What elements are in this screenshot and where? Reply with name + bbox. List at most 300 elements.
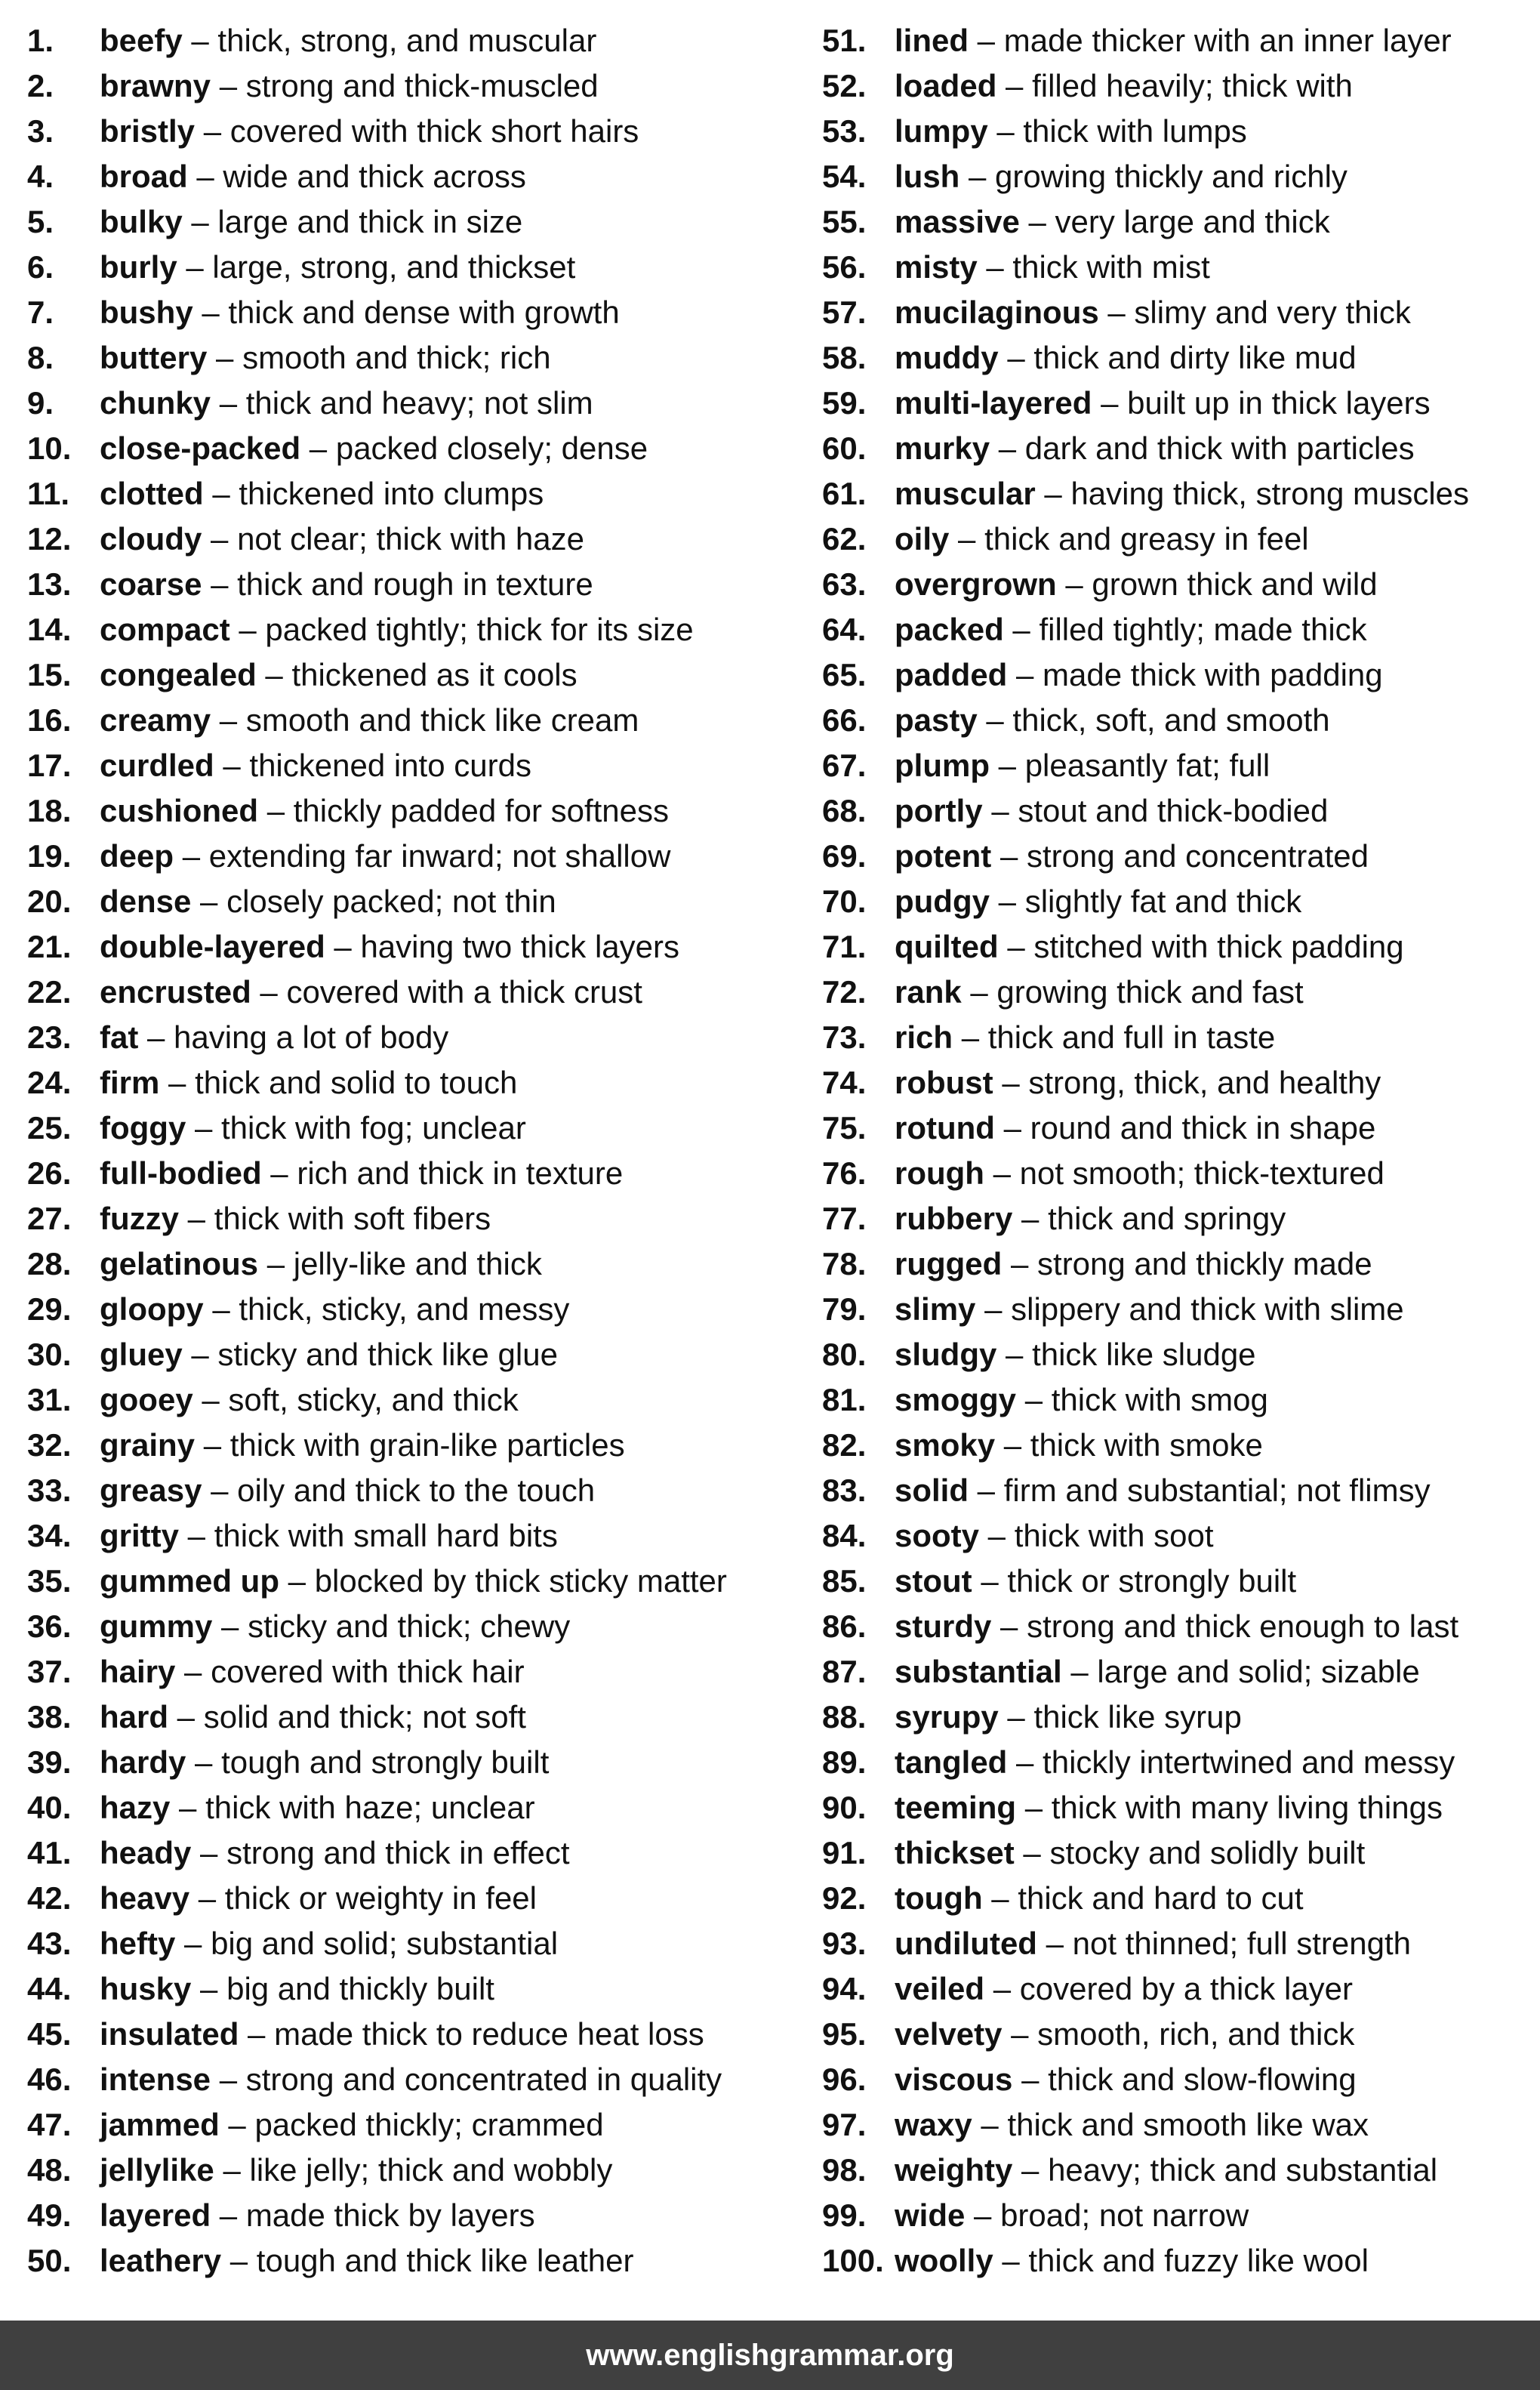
item-word: hefty [100, 1926, 176, 1961]
item-number: 87. [822, 1654, 867, 1689]
item-definition: dark and thick with particles [1024, 430, 1415, 466]
item-separator: – [211, 385, 246, 421]
item-word: sturdy [895, 1608, 992, 1644]
item-separator: – [192, 1382, 229, 1417]
item-text [895, 2102, 1369, 2148]
item-number: 82. [822, 1427, 867, 1463]
item-word: overgrown [895, 566, 1057, 602]
item-separator: – [187, 159, 223, 194]
item-definition: thick and rough in texture [237, 566, 593, 602]
list-item [822, 1196, 1540, 1241]
item-separator: – [977, 702, 1013, 738]
item-separator: – [965, 2197, 1001, 2233]
right-column [822, 18, 1540, 2284]
item-number: 8. [27, 340, 54, 375]
item-word: woolly [895, 2243, 993, 2278]
item-separator: – [251, 974, 287, 1010]
item-number: 35. [27, 1563, 72, 1599]
item-text [895, 1287, 1404, 1332]
item-separator: – [211, 2197, 246, 2233]
list-item [27, 2012, 790, 2057]
item-definition: stout and thick-bodied [1018, 793, 1329, 828]
item-number: 95. [822, 2016, 867, 2052]
item-separator: – [256, 657, 292, 692]
item-definition: thick and springy [1048, 1201, 1286, 1236]
item-text [100, 970, 642, 1015]
item-number: 38. [27, 1699, 72, 1735]
item-word: lush [895, 159, 960, 194]
item-separator: – [1092, 385, 1128, 421]
item-text [895, 1604, 1458, 1649]
item-definition: covered with a thick crust [286, 974, 642, 1010]
item-text [895, 199, 1330, 245]
item-separator: – [998, 340, 1034, 375]
item-number: 76. [822, 1155, 867, 1191]
list-item [27, 245, 790, 290]
item-number: 74. [822, 1065, 867, 1100]
item-text [895, 290, 1411, 335]
item-text [100, 1196, 491, 1241]
item-number: 25. [27, 1110, 72, 1146]
item-word: rugged [895, 1246, 1003, 1281]
item-definition: smooth and thick; rich [242, 340, 551, 375]
item-text [100, 426, 648, 471]
item-word: foggy [100, 1110, 186, 1146]
item-separator: – [994, 1110, 1030, 1146]
item-separator: – [1061, 1654, 1098, 1689]
item-definition: tough and thick like leather [256, 2243, 634, 2278]
item-definition: thickly padded for softness [293, 793, 670, 828]
item-separator: – [203, 1291, 239, 1327]
item-word: creamy [100, 702, 211, 738]
item-number: 23. [27, 1019, 72, 1055]
item-number: 24. [27, 1065, 72, 1100]
item-separator: – [300, 430, 336, 466]
list-item [27, 18, 790, 63]
item-definition: thick with mist [1012, 249, 1210, 285]
list-item [822, 1332, 1540, 1377]
item-number: 56. [822, 249, 867, 285]
item-definition: large, strong, and thickset [212, 249, 576, 285]
item-separator: – [279, 1563, 315, 1599]
item-definition: thickened into clumps [239, 476, 544, 511]
item-definition: thickened into curds [249, 748, 531, 783]
item-definition: thick and dense with growth [228, 295, 620, 330]
item-text [100, 2238, 633, 2284]
item-number: 40. [27, 1790, 72, 1825]
item-number: 9. [27, 385, 54, 421]
item-separator: – [993, 1065, 1029, 1100]
item-word: greasy [100, 1473, 202, 1508]
list-item [27, 1423, 790, 1468]
item-text [100, 18, 596, 63]
item-text [100, 1559, 727, 1604]
item-definition: thick and slow-flowing [1048, 2062, 1357, 2097]
item-number: 48. [27, 2152, 72, 2188]
list-item [822, 1740, 1540, 1785]
item-number: 53. [822, 113, 867, 149]
item-word: double-layered [100, 929, 325, 964]
item-separator: – [998, 929, 1034, 964]
item-definition: thick with small hard bits [214, 1518, 558, 1553]
item-separator: – [949, 521, 985, 557]
item-definition: not smooth; thick-textured [1019, 1155, 1384, 1191]
list-item [822, 2102, 1540, 2148]
item-number: 45. [27, 2016, 72, 2052]
item-word: packed [895, 612, 1004, 647]
item-text [100, 154, 526, 199]
item-word: close-packed [100, 430, 301, 466]
item-number: 72. [822, 974, 867, 1010]
word-list [0, 18, 1540, 2282]
item-separator: – [979, 1518, 1015, 1553]
item-definition: thick, soft, and smooth [1012, 702, 1330, 738]
list-item [27, 788, 790, 834]
item-number: 63. [822, 566, 867, 602]
item-word: wide [895, 2197, 966, 2233]
item-definition: heavy; thick and substantial [1048, 2152, 1438, 2188]
item-word: padded [895, 657, 1008, 692]
item-text [895, 335, 1357, 381]
item-text [895, 1830, 1365, 1876]
item-word: broad [100, 159, 188, 194]
item-definition: stitched with thick padding [1033, 929, 1404, 964]
item-number: 59. [822, 385, 867, 421]
item-text [895, 1241, 1372, 1287]
item-word: gooey [100, 1382, 193, 1417]
item-separator: – [179, 1518, 214, 1553]
item-word: jellylike [100, 2152, 214, 2188]
item-number: 98. [822, 2152, 867, 2188]
list-item [27, 1830, 790, 1876]
list-item [27, 1921, 790, 1966]
item-definition: broad; not narrow [1000, 2197, 1249, 2233]
item-separator: – [177, 249, 213, 285]
item-separator: – [186, 1744, 222, 1780]
item-text [100, 1377, 519, 1423]
item-number: 90. [822, 1790, 867, 1825]
item-number: 69. [822, 838, 867, 874]
item-definition: thick, strong, and muscular [217, 23, 597, 58]
item-number: 77. [822, 1201, 867, 1236]
item-text [100, 2012, 704, 2057]
item-text [895, 1468, 1431, 1513]
item-definition: filled tightly; made thick [1039, 612, 1367, 647]
item-number: 70. [822, 884, 867, 919]
item-definition: solid and thick; not soft [203, 1699, 526, 1735]
item-number: 17. [27, 748, 72, 783]
list-item [27, 1287, 790, 1332]
list-item [822, 1106, 1540, 1151]
list-item [822, 743, 1540, 788]
item-text [100, 1241, 542, 1287]
item-separator: – [1014, 1835, 1050, 1870]
item-definition: thick with lumps [1023, 113, 1247, 149]
item-number: 83. [822, 1473, 867, 1508]
item-text [895, 245, 1210, 290]
item-word: thickset [895, 1835, 1015, 1870]
item-definition: thick with soft fibers [214, 1201, 491, 1236]
item-number: 61. [822, 476, 867, 511]
item-text [895, 1559, 1296, 1604]
item-separator: – [219, 2107, 255, 2142]
item-number: 94. [822, 1971, 867, 2006]
item-word: heavy [100, 1880, 190, 1916]
item-text [100, 607, 694, 652]
item-separator: – [189, 1880, 225, 1916]
item-definition: thick like sludge [1032, 1337, 1256, 1372]
item-number: 10. [27, 430, 72, 466]
item-text [100, 1921, 558, 1966]
item-separator: – [175, 1654, 211, 1689]
item-definition: thickly intertwined and messy [1043, 1744, 1455, 1780]
list-item [822, 1241, 1540, 1287]
item-definition: tough and strongly built [221, 1744, 550, 1780]
list-item [822, 1785, 1540, 1830]
item-definition: packed tightly; thick for its size [265, 612, 694, 647]
list-item [822, 924, 1540, 970]
item-definition: smooth, rich, and thick [1037, 2016, 1355, 2052]
item-text [100, 2148, 612, 2193]
item-definition: made thicker with an inner layer [1003, 23, 1452, 58]
item-text [895, 834, 1369, 879]
list-item [822, 245, 1540, 290]
item-word: hazy [100, 1790, 171, 1825]
list-item [27, 2057, 790, 2102]
item-word: veiled [895, 1971, 985, 2006]
item-definition: thick with many living things [1051, 1790, 1443, 1825]
item-definition: soft, sticky, and thick [228, 1382, 519, 1417]
item-separator: – [953, 1019, 988, 1055]
item-word: coarse [100, 566, 202, 602]
list-item [822, 1695, 1540, 1740]
list-item [27, 1785, 790, 1830]
list-item [822, 1966, 1540, 2012]
item-number: 64. [822, 612, 867, 647]
item-word: fat [100, 1019, 139, 1055]
item-word: clotted [100, 476, 204, 511]
item-number: 11. [27, 476, 70, 511]
item-text [895, 562, 1378, 607]
item-separator: – [207, 340, 243, 375]
list-item [822, 109, 1540, 154]
item-number: 92. [822, 1880, 867, 1916]
item-definition: slimy and very thick [1134, 295, 1411, 330]
item-separator: – [1002, 1246, 1038, 1281]
item-word: layered [100, 2197, 211, 2233]
item-number: 34. [27, 1518, 72, 1553]
item-separator: – [975, 1291, 1012, 1327]
item-word: rough [895, 1155, 984, 1191]
item-definition: large and solid; sizable [1097, 1654, 1420, 1689]
list-item [822, 1921, 1540, 1966]
item-word: gluey [100, 1337, 183, 1372]
item-word: oily [895, 521, 950, 557]
list-item [27, 199, 790, 245]
item-word: grainy [100, 1427, 196, 1463]
item-definition: round and thick in shape [1030, 1110, 1376, 1146]
item-definition: strong and thick in effect [226, 1835, 570, 1870]
item-word: undiluted [895, 1926, 1037, 1961]
item-word: intense [100, 2062, 211, 2097]
item-number: 100. [822, 2243, 884, 2278]
list-item [27, 2102, 790, 2148]
item-word: slimy [895, 1291, 976, 1327]
list-item [822, 1468, 1540, 1513]
item-separator: – [989, 748, 1025, 783]
footer-bar [0, 2321, 1540, 2390]
list-item [822, 1649, 1540, 1695]
item-separator: – [1098, 295, 1135, 330]
item-definition: pleasantly fat; full [1024, 748, 1270, 783]
list-item [27, 743, 790, 788]
item-separator: – [170, 1790, 206, 1825]
item-text [100, 1649, 525, 1695]
item-number: 37. [27, 1654, 72, 1689]
item-text [895, 63, 1353, 109]
item-text [100, 2057, 722, 2102]
item-text [895, 788, 1328, 834]
item-separator: – [325, 929, 361, 964]
item-word: chunky [100, 385, 211, 421]
list-item [822, 199, 1540, 245]
list-item [27, 2148, 790, 2193]
item-text [895, 879, 1301, 924]
item-word: lumpy [895, 113, 988, 149]
item-text [100, 1287, 569, 1332]
item-word: jammed [100, 2107, 220, 2142]
item-separator: – [991, 1608, 1027, 1644]
list-item [27, 1649, 790, 1695]
item-word: rich [895, 1019, 953, 1055]
list-item [822, 1015, 1540, 1060]
item-separator: – [998, 1699, 1034, 1735]
item-text [895, 2057, 1357, 2102]
item-text [895, 607, 1367, 652]
item-separator: – [261, 1155, 297, 1191]
item-definition: thick and hard to cut [1018, 1880, 1304, 1916]
list-item [27, 607, 790, 652]
list-item [27, 109, 790, 154]
item-text [895, 743, 1270, 788]
item-separator: – [969, 1473, 1004, 1508]
item-number: 65. [822, 657, 867, 692]
item-definition: covered with thick hair [211, 1654, 525, 1689]
left-column [27, 18, 790, 2284]
item-text [100, 743, 531, 788]
item-definition: having thick, strong muscles [1070, 476, 1470, 511]
item-separator: – [1036, 1926, 1073, 1961]
list-item [822, 1604, 1540, 1649]
item-separator: – [212, 1608, 248, 1644]
item-text [100, 517, 584, 562]
item-definition: thickened as it cools [291, 657, 578, 692]
item-definition: thick like syrup [1033, 1699, 1242, 1735]
item-text [100, 1876, 537, 1921]
item-number: 41. [27, 1835, 72, 1870]
item-text [895, 471, 1469, 517]
item-word: compact [100, 612, 230, 647]
item-text [100, 652, 578, 698]
item-definition: strong and thick-muscled [245, 68, 599, 103]
list-item [27, 2238, 790, 2284]
list-item [27, 1377, 790, 1423]
item-word: muddy [895, 340, 999, 375]
item-text [100, 1151, 623, 1196]
item-definition: jelly-like and thick [293, 1246, 542, 1281]
item-separator: – [1019, 204, 1055, 239]
item-separator: – [989, 884, 1025, 919]
item-number: 18. [27, 793, 72, 828]
item-number: 21. [27, 929, 72, 964]
item-word: plump [895, 748, 990, 783]
list-item [822, 1423, 1540, 1468]
item-definition: growing thickly and richly [995, 159, 1348, 194]
item-text [100, 1513, 558, 1559]
item-definition: slippery and thick with slime [1011, 1291, 1404, 1327]
item-separator: – [984, 1971, 1020, 2006]
item-text [895, 1332, 1256, 1377]
item-definition: stocky and solidly built [1049, 1835, 1366, 1870]
item-word: gloopy [100, 1291, 204, 1327]
item-definition: strong and thick enough to last [1027, 1608, 1459, 1644]
list-item [822, 1060, 1540, 1106]
item-number: 30. [27, 1337, 72, 1372]
item-text [895, 1060, 1381, 1106]
item-text [100, 562, 593, 607]
item-number: 47. [27, 2107, 72, 2142]
item-number: 57. [822, 295, 867, 330]
item-number: 52. [822, 68, 867, 103]
item-word: gummed up [100, 1563, 279, 1599]
item-word: husky [100, 1971, 192, 2006]
list-item [822, 2012, 1540, 2057]
item-text [895, 1785, 1443, 1830]
item-text [895, 1015, 1275, 1060]
list-item [27, 1060, 790, 1106]
item-separator: – [1003, 612, 1040, 647]
item-text [100, 698, 639, 743]
item-word: misty [895, 249, 978, 285]
item-word: gelatinous [100, 1246, 259, 1281]
item-word: cloudy [100, 521, 202, 557]
item-text [100, 290, 620, 335]
item-word: loaded [895, 68, 997, 103]
item-number: 88. [822, 1699, 867, 1735]
item-text [100, 834, 670, 879]
item-number: 54. [822, 159, 867, 194]
item-word: substantial [895, 1654, 1062, 1689]
item-definition: thick, sticky, and messy [239, 1291, 570, 1327]
item-number: 60. [822, 430, 867, 466]
list-item [822, 335, 1540, 381]
item-separator: – [984, 1155, 1020, 1191]
item-text [895, 1196, 1286, 1241]
item-text [895, 2012, 1354, 2057]
item-definition: packed thickly; crammed [254, 2107, 604, 2142]
item-word: massive [895, 204, 1020, 239]
item-number: 7. [27, 295, 54, 330]
list-item [27, 924, 790, 970]
list-item [822, 154, 1540, 199]
item-definition: covered with thick short hairs [229, 113, 639, 149]
item-number: 14. [27, 612, 72, 647]
item-definition: thick with smog [1051, 1382, 1268, 1417]
item-text [895, 426, 1415, 471]
item-separator: – [191, 1835, 227, 1870]
item-number: 75. [822, 1110, 867, 1146]
list-item [27, 1966, 790, 2012]
